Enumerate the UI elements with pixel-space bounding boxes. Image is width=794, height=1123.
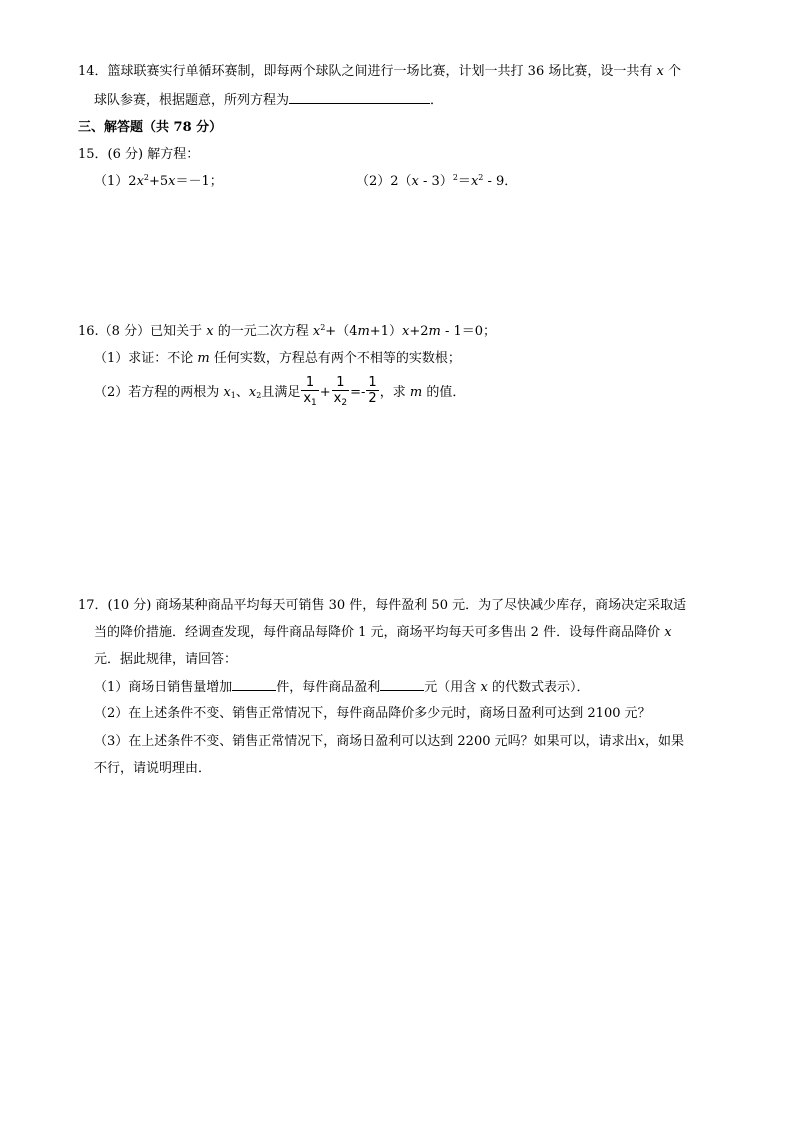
q16-frac1-den-x: x (303, 390, 312, 406)
q17-part1 (94, 678, 589, 697)
q17-p1-c: 元（用含 (424, 680, 477, 695)
q16-p2-b: 且满足 (261, 385, 301, 400)
q17-line2 (94, 624, 672, 642)
q16-p2-sep: 、 (235, 385, 249, 400)
q15-p1-x: x (136, 174, 144, 189)
q16-frac3-den: 2 (368, 390, 377, 406)
q14-text-a: 14．篮球联赛实行单循环赛制，即每两个球队之间进行一场比赛，计划一共打 36 场比赛，设一共有 (78, 64, 653, 79)
q16-intro-d: +1） (369, 324, 402, 339)
q16-fraction-3 (366, 375, 378, 407)
q16-intro-f: - 1＝0； (440, 324, 497, 339)
q15-p1-label: （1） (94, 174, 129, 189)
q16-frac-plus: + (319, 385, 331, 400)
q16-frac2-den (332, 390, 349, 407)
section-heading: 三、解答题（共 78 分） (78, 120, 223, 135)
q16-frac1-den-sub: 1 (311, 397, 317, 408)
q16-frac2-num: 1 (336, 374, 345, 390)
q16-frac-eq: =- (350, 385, 366, 400)
q16-p2-sub2: 2 (256, 391, 262, 400)
q14-line2 (94, 91, 443, 110)
q17-part3 (94, 733, 684, 751)
q14-period: ． (430, 93, 444, 108)
q16-p2-x1: x (223, 385, 231, 400)
q16-m: m (357, 324, 370, 339)
q15-p1-b: +5 (149, 174, 169, 189)
q15-p2-sq: 2 (452, 173, 458, 182)
q17-p3-a: （3）在上述条件不变、销售正常情况下，商场日盈利可以达到 2200 元吗？如果可以，请求出 (94, 734, 638, 749)
q16-intro-c: +（4 (325, 324, 358, 339)
q16-intro (78, 323, 496, 341)
q15-part2 (356, 173, 517, 191)
q14-text-c: 球队参赛，根据题意，所列方程为 (94, 93, 290, 108)
q16-p2-c: ，求 (379, 385, 406, 400)
q16-sq: 2 (320, 323, 326, 332)
q17-line3: 元．据此规律，请回答： (94, 652, 238, 667)
q16-p2-a: （2）若方程的两根为 (94, 385, 220, 400)
q15-p2-a: - 3） (418, 174, 453, 189)
q16-frac1-den (301, 390, 318, 407)
q16-frac1-num: 1 (305, 374, 315, 390)
q16-intro-a: 16.（8 分）已知关于 (78, 324, 203, 339)
q14-var-x: x (656, 64, 664, 79)
q16-frac2-den-sub: 2 (341, 397, 348, 408)
q16-p2-d: 的值． (426, 385, 466, 400)
q16-fraction-1 (301, 375, 318, 407)
q16-p1-m: m (197, 351, 210, 366)
q16-p1-b: 任何实数，方程总有两个不相等的实数根； (213, 351, 461, 366)
q17-blank-sales-increase[interactable] (232, 678, 276, 691)
q15-p1-c: ＝－1； (175, 174, 223, 189)
q16-intro-b: 的一元二次方程 (217, 324, 309, 339)
q16-x3: x (401, 324, 410, 339)
q15-intro: 15．(6 分) 解方程： (78, 147, 200, 162)
q15-p1-coef: 2 (128, 174, 137, 189)
q16-x2: x (312, 324, 321, 339)
q14-line1 (78, 63, 681, 81)
q15-p2-eq: ＝ (457, 174, 471, 189)
q15-part1 (94, 173, 223, 191)
q14-text-b: 个 (663, 64, 681, 79)
q16-p2-sub1: 1 (230, 391, 236, 400)
q16-p2-m: m (409, 385, 423, 400)
q17-p1-d: 的代数式表示）． (491, 680, 590, 695)
q16-part1 (94, 350, 461, 368)
q17-p3-b: ，如果 (644, 734, 684, 749)
q17-part3-line2: 不行，请说明理由． (94, 761, 212, 776)
q17-line2-text: 当的降价措施．经调查发现，每件商品每降价 1 元，商场平均每天可多售出 2 件．设每件商品降价 (94, 625, 661, 640)
q16-p1-a: （1）求证：不论 (94, 351, 194, 366)
q17-part2: （2）在上述条件不变、销售正常情况下，每件商品降价多少元时，商场日盈利可达到 2100 元？ (94, 706, 651, 721)
q16-intro-e: +2 (409, 324, 429, 339)
q16-frac3-num: 1 (368, 374, 377, 390)
q17-line2-x: x (664, 625, 672, 640)
q17-p1-a: （1）商场日销售量增加 (94, 680, 233, 695)
q17-blank-profit[interactable] (380, 678, 424, 691)
q17-p1-x: x (480, 680, 488, 695)
q16-m2: m (428, 324, 441, 339)
q17-p3-x: x (637, 734, 645, 749)
q15-p2-x2: x (470, 174, 479, 189)
q14-answer-blank[interactable] (289, 91, 430, 104)
q16-fraction-2 (332, 375, 349, 407)
q15-p1-x2: x (168, 174, 176, 189)
q16-part2 (94, 376, 465, 410)
q16-x: x (206, 324, 214, 339)
q17-line1: 17．(10 分) 商场某种商品平均每天可销售 30 件，每件盈利 50 元．为了尽快减少库存，商场决定采取适 (78, 598, 687, 613)
q16-p2-x2: x (248, 385, 257, 400)
q15-p1-sq: 2 (143, 173, 149, 182)
q17-p1-b: 件，每件商品盈利 (276, 680, 381, 695)
q15-p2-x: x (411, 174, 419, 189)
q15-p2-c: - 9． (483, 174, 518, 189)
q15-p2-sq2: 2 (478, 173, 484, 182)
q16-frac2-den-x: x (333, 390, 342, 406)
q15-p2-label: （2）2（ (356, 174, 412, 189)
